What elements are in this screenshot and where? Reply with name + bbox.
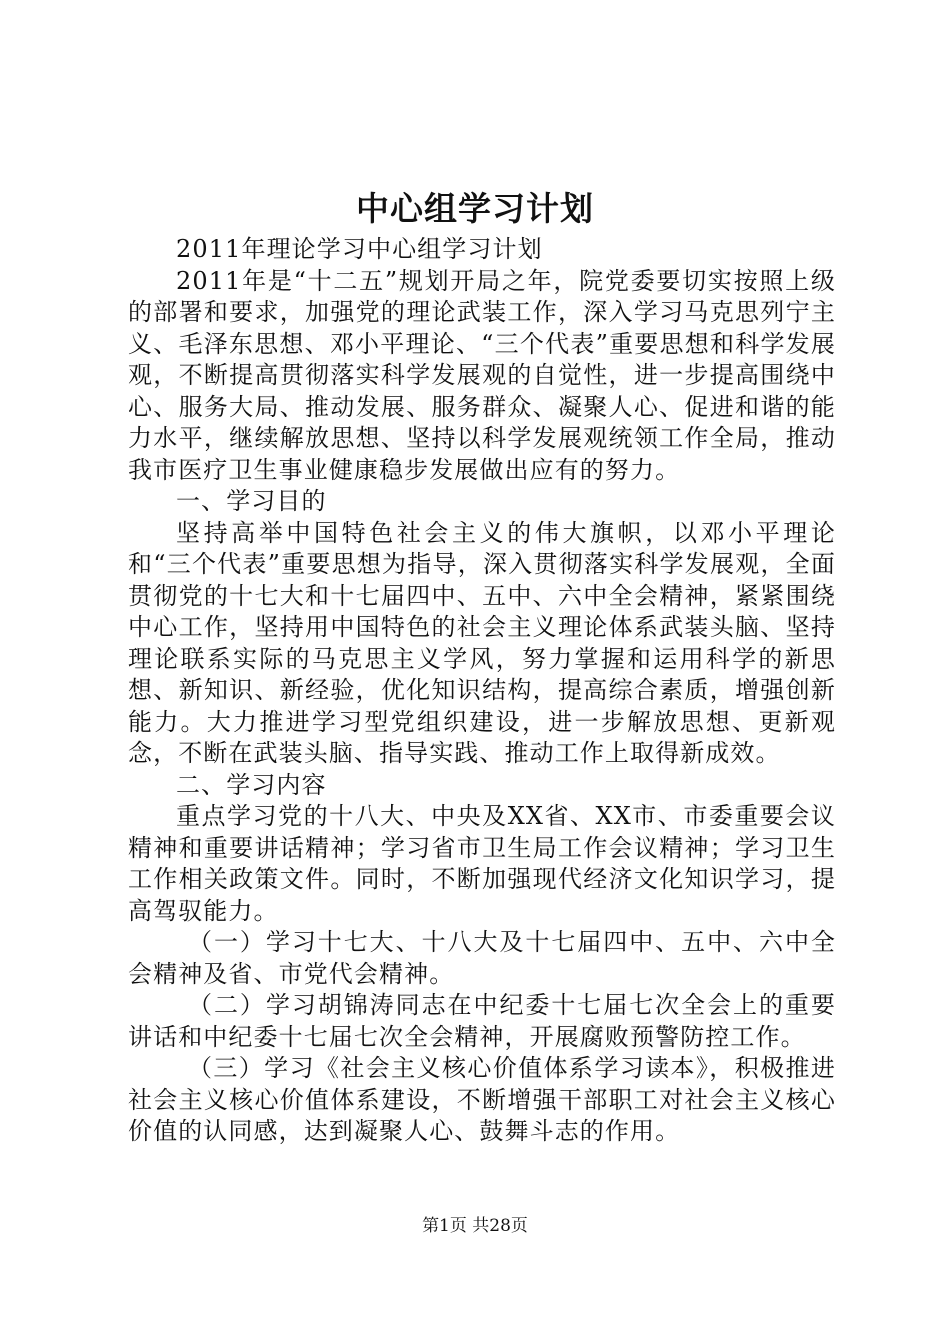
content-item-2: （二）学习胡锦涛同志在中纪委十七届七次全会上的重要讲话和中纪委十七届七次全会精神，开展腐败预警防控工作。 [128,991,836,1051]
document-body [128,234,836,1148]
page-footer: 第1页 共28页 [422,1216,528,1236]
subtitle-paragraph: 2011年理论学习中心组学习计划 [176,235,543,263]
section-heading-content: 二、学习内容 [176,770,327,799]
purpose-paragraph: 坚持高举中国特色社会主义的伟大旗帜，以邓小平理论和“三个代表”重要思想为指导，深入贯彻落实科学发展观，全面贯彻党的十七大和十七届四中、五中、六中全会精神，紧紧围绕中心工作，坚持用中国特色的社会主义理论体系武装头脑、坚持理论联系实际的马克思主义学风，努力掌握和运用科学的新思想、新知识、新经验，优化知识结构，提高综合素质，增强创新能力。大力推进学习型党组织建设，进一步解放思想、更新观念，不断在武装头脑、指导实践、推动工作上取得新成效。 [128,518,836,767]
content-paragraph: 重点学习党的十八大、中央及XX省、XX市、市委重要会议精神和重要讲话精神；学习省市卫生局工作会议精神；学习卫生工作相关政策文件。同时，不断加强现代经济文化知识学习，提高驾驭能力。 [128,802,836,925]
content-item-3: （三）学习《社会主义核心价值体系学习读本》，积极推进社会主义核心价值体系建设，不断增强干部职工对社会主义核心价值的认同感，达到凝聚人心、鼓舞斗志的作用。 [128,1054,836,1145]
intro-paragraph: 2011年是“十二五”规划开局之年，院党委要切实按照上级的部署和要求，加强党的理论武装工作，深入学习马克思列宁主义、毛泽东思想、邓小平理论、“三个代表”重要思想和科学发展观，不断提高贯彻落实科学发展观的自觉性，进一步提高围绕中心、服务大局、推动发展、服务群众、凝聚人心、促进和谐的能力水平，继续解放思想、坚持以科学发展观统领工作全局，推动我市医疗卫生事业健康稳步发展做出应有的努力。 [128,266,836,484]
section-heading-purpose: 一、学习目的 [176,487,327,515]
content-item-1: （一）学习十七大、十八大及十七届四中、五中、六中全会精神及省、市党代会精神。 [128,928,836,988]
document-title: 中心组学习计划 [356,189,594,228]
